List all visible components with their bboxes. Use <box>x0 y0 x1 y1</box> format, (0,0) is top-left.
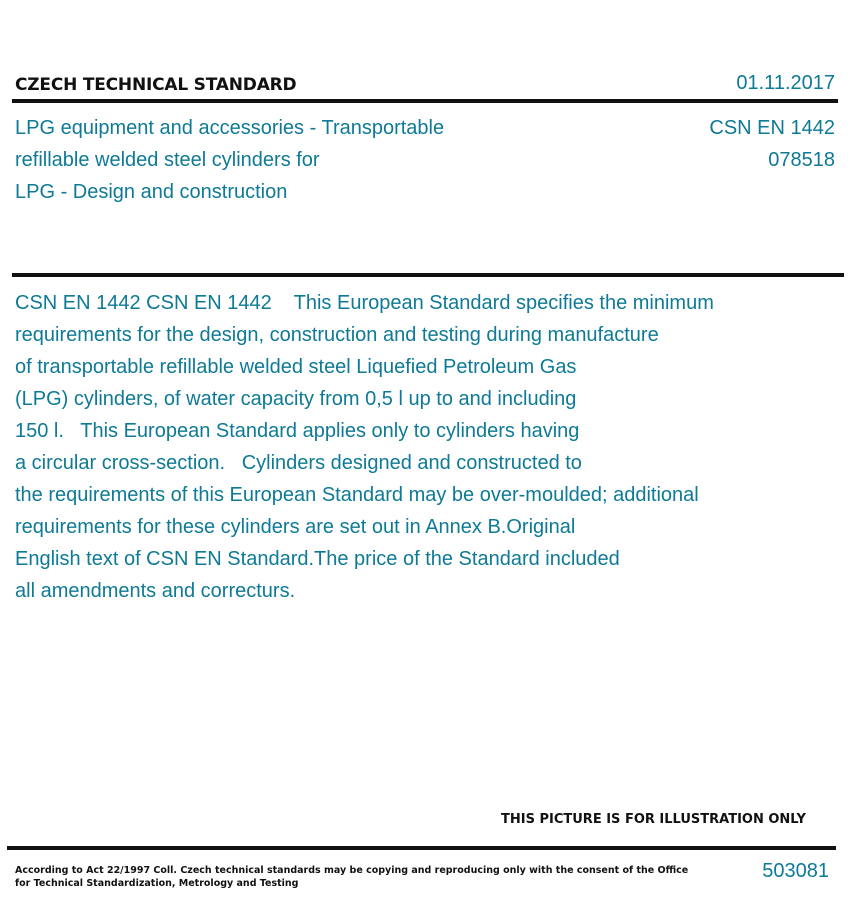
description-line: the requirements of this European Standard may be over-moulded; additional <box>15 484 699 506</box>
description-line: of transportable refillable welded steel Liquefied Petroleum Gas <box>15 356 577 378</box>
legal-notice <box>15 864 688 890</box>
standard-title-line-1: LPG equipment and accessories - Transportable <box>15 117 445 139</box>
description-line: English text of CSN EN Standard.The price of the Standard included <box>15 548 620 570</box>
publication-date: 01.11.2017 <box>736 72 835 94</box>
standard-title-line-3: LPG - Design and construction <box>15 181 288 203</box>
standard-title-line-2: refillable welded steel cylinders for <box>15 149 320 171</box>
title-divider <box>12 273 844 277</box>
legal-notice-line: According to Act 22/1997 Coll. Czech technical standards may be copying and reproducing only with the consent of the Office <box>15 865 689 876</box>
description-line: CSN EN 1442 CSN EN 1442 This European Standard specifies the minimum <box>15 292 714 314</box>
description-line: all amendments and correcturs. <box>15 580 296 602</box>
description-line: 150 l. This European Standard applies only to cylinders having <box>15 420 580 442</box>
description-line: requirements for these cylinders are set out in Annex B.Original <box>15 516 576 538</box>
description-line: requirements for the design, construction and testing during manufacture <box>15 324 659 346</box>
header-divider <box>12 99 838 103</box>
footer-divider <box>7 846 836 850</box>
description-line: (LPG) cylinders, of water capacity from 0,5 l up to and including <box>15 388 577 410</box>
description-line: a circular cross-section. Cylinders designed and constructed to <box>15 452 582 474</box>
illustration-disclaimer: THIS PICTURE IS FOR ILLUSTRATION ONLY <box>501 812 806 827</box>
document-type-heading: CZECH TECHNICAL STANDARD <box>15 75 297 95</box>
standard-code: CSN EN 1442 <box>709 117 835 139</box>
description <box>15 287 835 607</box>
legal-notice-line: for Technical Standardization, Metrology and Testing <box>15 878 299 889</box>
catalog-number: 078518 <box>768 149 835 171</box>
document-number: 503081 <box>762 860 829 882</box>
